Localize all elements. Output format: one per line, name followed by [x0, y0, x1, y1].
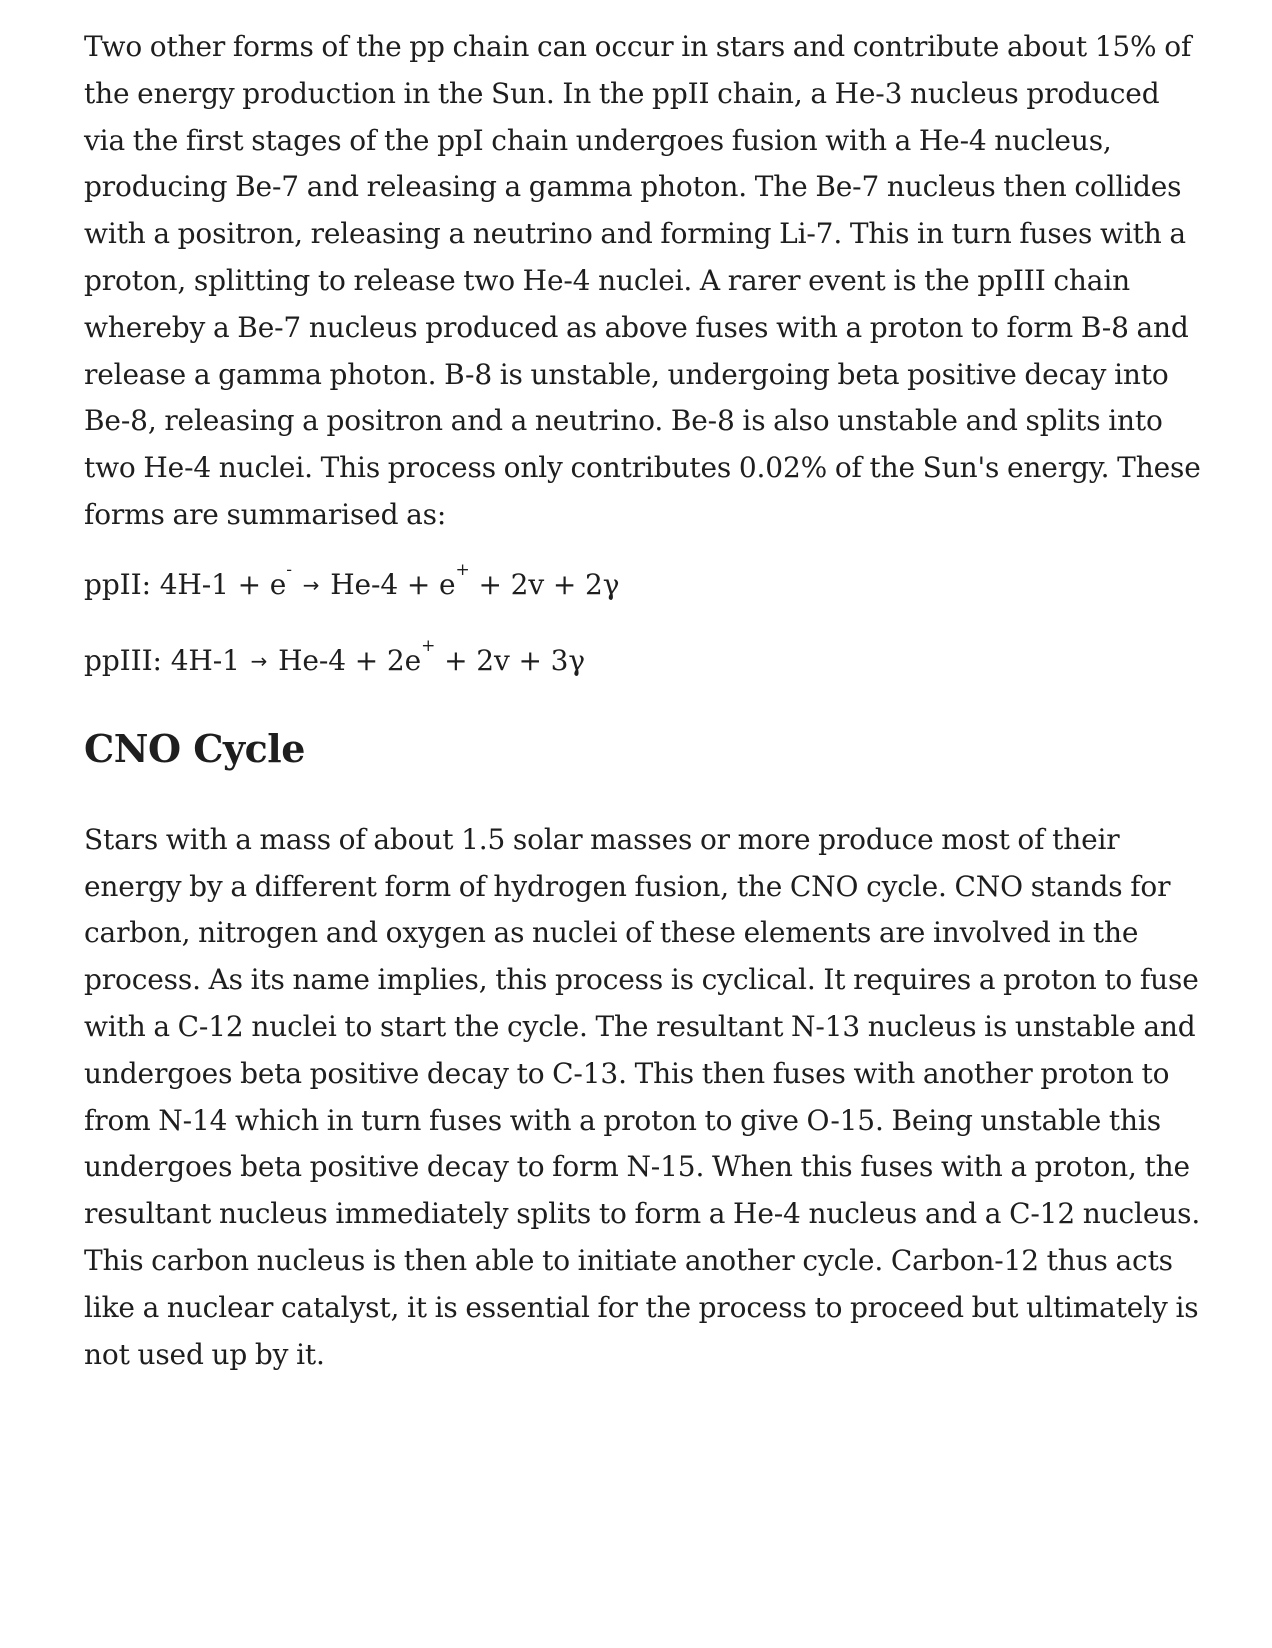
equation-products: He-4 + e [330, 567, 456, 601]
equation-label: ppIII: [84, 643, 162, 677]
positron-charge: + [455, 559, 470, 580]
paragraph-pp-chain: Two other forms of the pp chain can occur in stars and contribute about 15% of the energy production in the Sun. In the ppII chain, a He-3 nucleus produced via the first stages of the ppI chain undergoes fusion with a He-4 nucleus, producing Be-7 and releasing a gamma photon. The Be-7 nucleus then collides with a positron, releasing a neutrino and forming Li-7. This in turn fuses with a proton, splitting to release two He-4 nuclei. A rarer event is the ppIII chain whereby a Be-7 nucleus produced as above fuses with a proton to form B-8 and release a gamma photon. B-8 is unstable, undergoing beta positive decay into Be-8, releasing a positron and a neutrino. Be-8 is also unstable and splits into two He-4 nuclei. This process only contributes 0.02% of the Sun's energy. These forms are summarised as: [84, 30, 1201, 531]
equation-products: He-4 + 2e [278, 643, 422, 677]
section-heading-cno-cycle: CNO Cycle [84, 725, 305, 771]
paragraph-cno-cycle: Stars with a mass of about 1.5 solar masses or more produce most of their energy by a different form of hydrogen fusion, the CNO cycle. CNO stands for carbon, nitrogen and oxygen as nuclei of these elements are involved in the process. As its name implies, this process is cyclical. It requires a proton to fuse with a C-12 nuclei to start the cycle. The resultant N-13 nucleus is unstable and undergoes beta positive decay to C-13. This then fuses with another proton to from N-14 which in turn fuses with a proton to give O-15. Being unstable this undergoes beta positive decay to form N-15. When this fuses with a proton, the resultant nucleus immediately splits to form a He-4 nucleus and a C-12 nucleus. This carbon nucleus is then able to initiate another cycle. Carbon-12 thus acts like a nuclear catalyst, it is essential for the process to proceed but ultimately is not used up by it. [84, 822, 1201, 1371]
arrow-icon: → [250, 648, 268, 673]
electron-charge: - [286, 559, 292, 580]
equation-products-tail: + 2v + 2γ [478, 567, 620, 601]
equation-label: ppII: [84, 567, 151, 601]
equation-reactants: 4H-1 + e [159, 567, 287, 601]
equation-products-tail: + 2v + 3γ [444, 643, 585, 677]
document-page [84, 24, 1204, 1378]
arrow-icon: → [302, 572, 320, 597]
equation-reactants: 4H-1 [170, 643, 240, 677]
equation-ppII [84, 559, 1204, 607]
positron-charge: + [421, 635, 436, 656]
equation-ppIII [84, 635, 1204, 683]
